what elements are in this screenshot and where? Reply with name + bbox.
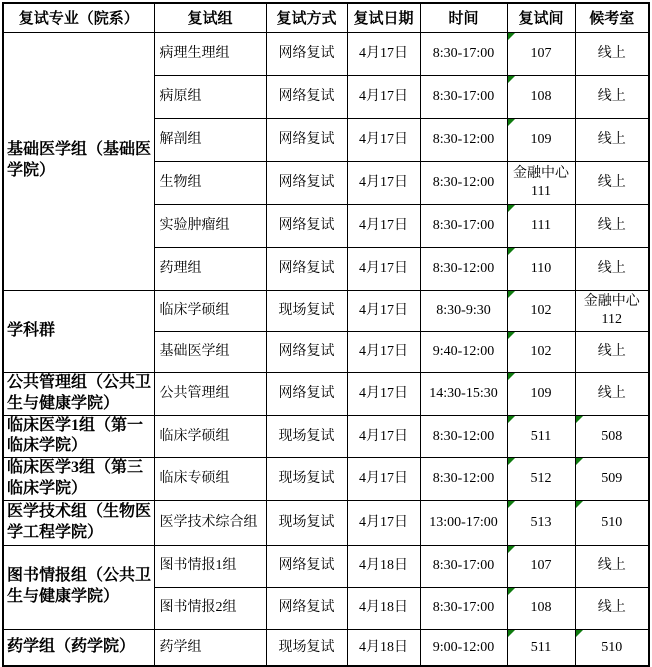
cell-waiting-room-text: 线上 [597,45,626,61]
cell-waiting-room-text: 线上 [597,88,626,104]
cell-waiting-room [575,587,649,629]
cell-date-text: 4月17日 [359,428,408,444]
cell-room-text: 109 [530,131,552,147]
cell-group [154,545,266,587]
cell-time [420,204,507,247]
cell-time-text: 8:30-17:00 [432,88,495,104]
cell-group [154,372,266,415]
header-cell-date: 复试日期 [347,3,420,32]
cell-waiting-room-text: 509 [601,471,623,487]
cell-group [154,331,266,372]
cell-group-text: 医学技术综合组 [159,514,258,530]
cell-room [507,161,575,204]
cell-group [154,32,266,75]
table-row [3,372,649,415]
cell-time [420,458,507,501]
cell-group-text: 病理生理组 [159,45,230,61]
cell-method [266,118,347,161]
cell-time [420,372,507,415]
cell-room [507,331,575,372]
cell-date [347,204,420,247]
cell-waiting-room [575,247,649,290]
cell-waiting-room-text: 金融中心112 [583,294,640,327]
cell-waiting-room [575,629,649,666]
cell-college [3,458,154,501]
cell-time-text: 14:30-15:30 [429,385,498,401]
cell-room [507,415,575,458]
cell-waiting-room-text: 线上 [597,217,626,233]
cell-group-text: 图书情报2组 [159,600,237,616]
cell-group-text: 临床学硕组 [159,428,230,444]
cell-college-text: 药学组（药学院） [7,638,136,656]
cell-time-text: 8:30-12:00 [432,471,495,487]
cell-waiting-room [575,75,649,118]
green-corner-marker-icon [508,33,515,40]
cell-waiting-room [575,290,649,331]
cell-waiting-room [575,500,649,545]
cell-date-text: 4月17日 [359,260,408,276]
cell-waiting-room-text: 线上 [597,131,626,147]
cell-time [420,118,507,161]
cell-time-text: 8:30-9:30 [436,302,491,318]
cell-room-text: 512 [530,471,552,487]
cell-method-text: 网络复试 [278,174,335,190]
cell-date [347,331,420,372]
cell-room-text: 109 [530,385,552,401]
cell-group [154,161,266,204]
green-corner-marker-icon [508,119,515,126]
cell-room [507,629,575,666]
cell-group-text: 图书情报1组 [159,558,237,574]
cell-time [420,500,507,545]
cell-waiting-room-text: 线上 [597,343,626,359]
cell-method-text: 网络复试 [278,88,335,104]
cell-date [347,32,420,75]
cell-room-text: 107 [530,45,552,61]
cell-room [507,545,575,587]
cell-method [266,204,347,247]
cell-group [154,290,266,331]
cell-method-text: 网络复试 [278,385,335,401]
cell-college-text: 学科群 [7,321,56,339]
green-corner-marker-icon [576,458,583,465]
cell-room [507,118,575,161]
cell-group [154,587,266,629]
cell-room-text: 111 [531,217,551,233]
cell-time [420,587,507,629]
cell-method-text: 现场复试 [278,428,335,444]
cell-time-text: 13:00-17:00 [429,514,498,530]
cell-time [420,415,507,458]
cell-group-text: 公共管理组 [159,385,230,401]
cell-method-text: 现场复试 [278,471,335,487]
cell-time [420,247,507,290]
table-row [3,500,649,545]
cell-method [266,75,347,118]
cell-room-text: 102 [530,302,552,318]
cell-group [154,458,266,501]
cell-room [507,500,575,545]
cell-college [3,545,154,629]
cell-date [347,290,420,331]
table-row [3,32,649,75]
header-cell-method: 复试方式 [266,3,347,32]
cell-date-text: 4月18日 [359,558,408,574]
table-row [3,415,649,458]
cell-method [266,331,347,372]
cell-college-text: 公共管理组（公共卫生与健康学院） [7,373,152,412]
cell-room-text: 102 [530,343,552,359]
cell-college-text: 临床医学3组（第三临床学院） [7,459,144,497]
table-row [3,545,649,587]
cell-method-text: 网络复试 [278,260,335,276]
green-corner-marker-icon [576,630,583,637]
cell-waiting-room [575,372,649,415]
cell-time-text: 8:30-17:00 [432,558,495,574]
cell-method [266,372,347,415]
cell-time [420,545,507,587]
cell-date-text: 4月17日 [359,45,408,61]
cell-waiting-room-text: 线上 [597,385,626,401]
cell-waiting-room-text: 510 [601,639,623,655]
cell-date [347,118,420,161]
cell-method-text: 现场复试 [278,514,335,530]
header-cell-group: 复试组 [154,3,266,32]
green-corner-marker-icon [508,205,515,212]
cell-method-text: 网络复试 [278,217,335,233]
header-cell-waiting-room: 候考室 [575,3,649,32]
cell-time-text: 8:30-12:00 [432,174,495,190]
cell-room [507,372,575,415]
green-corner-marker-icon [508,458,515,465]
cell-room-text: 110 [530,260,552,276]
cell-time-text: 8:30-17:00 [432,45,495,61]
cell-college [3,629,154,666]
cell-date [347,75,420,118]
cell-room [507,32,575,75]
cell-waiting-room [575,32,649,75]
green-corner-marker-icon [576,416,583,423]
cell-date-text: 4月17日 [359,131,408,147]
cell-date [347,161,420,204]
cell-date [347,415,420,458]
cell-date-text: 4月17日 [359,88,408,104]
cell-time-text: 9:40-12:00 [432,343,495,359]
cell-method [266,415,347,458]
cell-date-text: 4月17日 [359,174,408,190]
cell-date-text: 4月17日 [359,385,408,401]
cell-date-text: 4月17日 [359,217,408,233]
cell-college-text: 医学技术组（生物医学工程学院） [7,502,152,541]
cell-college-text: 图书情报组（公共卫生与健康学院） [7,567,152,606]
cell-room [507,290,575,331]
cell-group [154,247,266,290]
cell-time-text: 8:30-12:00 [432,428,495,444]
cell-method-text: 网络复试 [278,45,335,61]
cell-room-text: 107 [530,558,552,574]
cell-waiting-room [575,118,649,161]
cell-room-text: 108 [530,88,552,104]
cell-method [266,161,347,204]
cell-group-text: 基础医学组 [159,343,230,359]
cell-group-text: 解剖组 [159,131,202,147]
cell-group-text: 药理组 [159,260,202,276]
cell-date [347,247,420,290]
cell-room [507,75,575,118]
cell-date [347,587,420,629]
cell-group-text: 临床专硕组 [159,471,230,487]
header-cell-room: 复试间 [507,3,575,32]
table-row [3,458,649,501]
cell-waiting-room-text: 508 [601,428,623,444]
cell-date [347,629,420,666]
cell-group-text: 药学组 [159,639,202,655]
cell-college [3,290,154,372]
cell-date [347,545,420,587]
cell-date-text: 4月17日 [359,514,408,530]
cell-method [266,587,347,629]
table-row [3,290,649,331]
green-corner-marker-icon [508,630,515,637]
cell-time-text: 9:00-12:00 [432,639,495,655]
cell-room [507,587,575,629]
cell-method-text: 现场复试 [278,639,335,655]
cell-method [266,545,347,587]
cell-method [266,247,347,290]
cell-method-text: 网络复试 [278,558,335,574]
cell-time-text: 8:30-17:00 [432,217,495,233]
cell-room-text: 511 [530,428,552,444]
cell-method-text: 网络复试 [278,600,335,616]
cell-time-text: 8:30-12:00 [432,131,495,147]
green-corner-marker-icon [508,291,515,298]
cell-college [3,415,154,458]
cell-group [154,204,266,247]
cell-group [154,75,266,118]
cell-waiting-room [575,458,649,501]
green-corner-marker-icon [508,588,515,595]
cell-method [266,32,347,75]
cell-waiting-room [575,204,649,247]
cell-waiting-room-text: 510 [601,514,623,530]
cell-waiting-room [575,545,649,587]
cell-college [3,32,154,290]
cell-group-text: 临床学硕组 [159,302,230,318]
cell-date-text: 4月17日 [359,302,408,318]
cell-date-text: 4月17日 [359,471,408,487]
header-cell-time: 时间 [420,3,507,32]
cell-room [507,458,575,501]
cell-group [154,118,266,161]
cell-time-text: 8:30-17:00 [432,600,495,616]
green-corner-marker-icon [508,76,515,83]
green-corner-marker-icon [508,416,515,423]
cell-time [420,161,507,204]
green-corner-marker-icon [576,501,583,508]
cell-room [507,204,575,247]
cell-waiting-room-text: 线上 [597,600,626,616]
green-corner-marker-icon [508,501,515,508]
cell-date [347,500,420,545]
cell-time [420,32,507,75]
green-corner-marker-icon [508,332,515,339]
cell-room-text: 511 [530,639,552,655]
cell-room-text: 513 [530,514,552,530]
cell-group-text: 生物组 [159,174,202,190]
cell-method-text: 网络复试 [278,131,335,147]
cell-method-text: 网络复试 [278,343,335,359]
cell-group [154,500,266,545]
cell-waiting-room-text: 线上 [597,260,626,276]
cell-date-text: 4月18日 [359,600,408,616]
header-row [3,3,649,32]
cell-time-text: 8:30-12:00 [432,260,495,276]
cell-group [154,415,266,458]
header-cell-major: 复试专业（院系） [3,3,154,32]
green-corner-marker-icon [508,248,515,255]
green-corner-marker-icon [508,373,515,380]
cell-method [266,629,347,666]
cell-time [420,331,507,372]
cell-room-text: 108 [530,600,552,616]
cell-waiting-room-text: 线上 [597,558,626,574]
cell-college [3,372,154,415]
cell-method [266,290,347,331]
cell-room [507,247,575,290]
table-header [3,3,649,32]
cell-group [154,629,266,666]
cell-college [3,500,154,545]
table-body [3,32,649,666]
cell-waiting-room [575,415,649,458]
cell-time [420,290,507,331]
reexam-schedule-table [2,2,650,667]
cell-group-text: 实验肿瘤组 [159,217,230,233]
cell-method-text: 现场复试 [278,302,335,318]
cell-college-text: 基础医学组（基础医学院） [7,141,152,179]
cell-waiting-room [575,161,649,204]
table-row [3,629,649,666]
cell-waiting-room [575,331,649,372]
cell-date-text: 4月17日 [359,343,408,359]
cell-time [420,75,507,118]
cell-time [420,629,507,666]
green-corner-marker-icon [508,546,515,553]
cell-date [347,458,420,501]
cell-waiting-room-text: 线上 [597,174,626,190]
cell-method [266,500,347,545]
cell-method [266,458,347,501]
cell-group-text: 病原组 [159,88,202,104]
cell-date-text: 4月18日 [359,639,408,655]
cell-college-text: 临床医学1组（第一临床学院） [7,416,144,455]
cell-room-text: 金融中心111 [513,166,569,199]
cell-date [347,372,420,415]
